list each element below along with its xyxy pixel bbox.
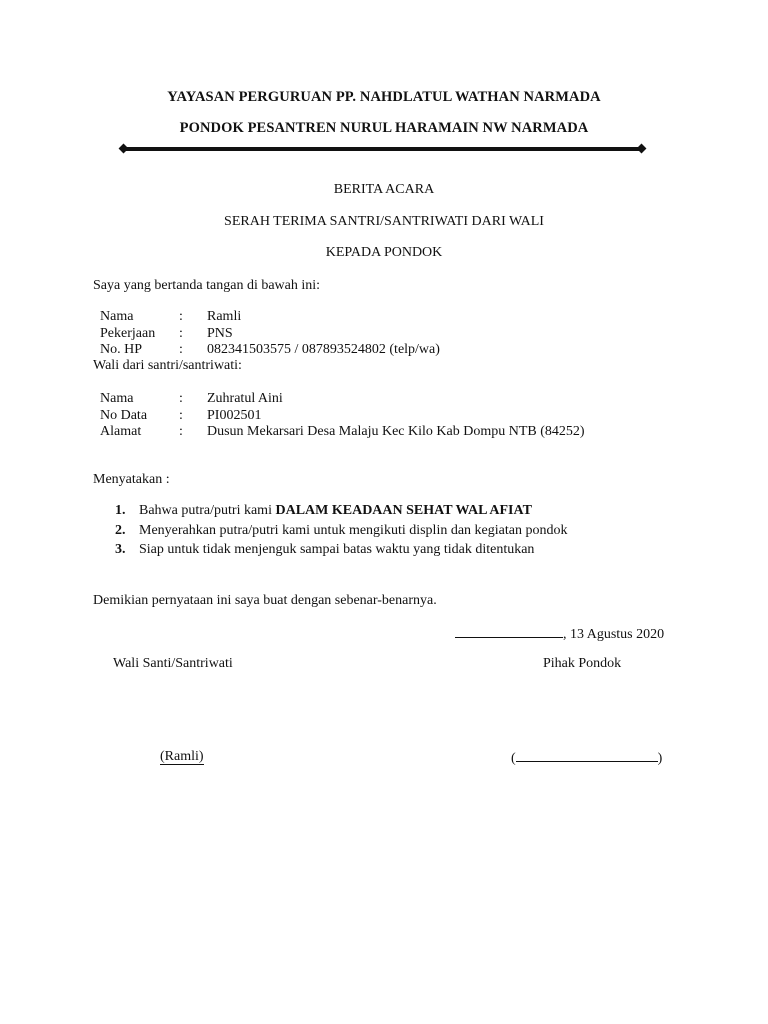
statement-label: Menyatakan : xyxy=(93,472,170,487)
list-item: Menyerahkan putra/putri kami untuk mengikuti displin dan kegiatan pondok xyxy=(139,523,568,538)
colon: : xyxy=(179,424,183,439)
colon: : xyxy=(179,342,183,357)
right-signatory-name xyxy=(511,749,662,767)
guardian-job-value: PNS xyxy=(207,326,233,341)
list-item-text: Bahwa putra/putri kami xyxy=(139,503,276,518)
list-number: 2. xyxy=(115,523,126,538)
header-divider xyxy=(124,147,644,151)
left-signatory-name xyxy=(160,749,204,765)
header-foundation: YAYASAN PERGURUAN PP. NAHDLATUL WATHAN NARMADA xyxy=(167,89,601,105)
colon: : xyxy=(179,408,183,423)
divider-left-diamond xyxy=(119,144,129,154)
paren-close: ) xyxy=(657,751,663,766)
student-id-label: No Data xyxy=(100,408,148,423)
list-item xyxy=(139,503,532,519)
student-address-value: Dusun Mekarsari Desa Malaju Kec Kilo Kab Dompu NTB (84252) xyxy=(207,424,585,439)
guardian-name-label: Nama xyxy=(100,309,134,324)
divider-right-diamond xyxy=(637,144,647,154)
date-line xyxy=(455,625,664,643)
doc-subtitle: SERAH TERIMA SANTRI/SANTRIWATI DARI WALI xyxy=(224,214,544,229)
list-number: 1. xyxy=(115,503,126,518)
left-signatory-name-text: (Ramli) xyxy=(160,749,204,764)
student-intro: Wali dari santri/santriwati: xyxy=(93,358,242,373)
guardian-name-value: Ramli xyxy=(207,309,242,324)
list-item: Siap untuk tidak menjenguk sampai batas waktu yang tidak ditentukan xyxy=(139,542,535,557)
student-name-value: Zuhratul Aini xyxy=(207,391,283,406)
list-item-emphasis: DALAM KEADAAN SEHAT WAL AFIAT xyxy=(275,503,532,518)
place-blank xyxy=(455,625,563,638)
right-signatory-title: Pihak Pondok xyxy=(543,656,622,671)
guardian-job-label: Pekerjaan xyxy=(100,326,156,341)
list-number: 3. xyxy=(115,542,126,557)
signature-blank xyxy=(516,749,658,762)
colon: : xyxy=(179,309,183,324)
doc-subtitle-2: KEPADA PONDOK xyxy=(325,245,443,260)
guardian-phone-label: No. HP xyxy=(100,342,143,357)
doc-title: BERITA ACARA xyxy=(333,182,435,197)
student-id-value: PI002501 xyxy=(207,408,262,423)
left-signatory-title: Wali Santi/Santriwati xyxy=(113,656,233,671)
paren-open: ( xyxy=(511,751,516,766)
date-text: , 13 Agustus 2020 xyxy=(563,627,665,642)
colon: : xyxy=(179,326,183,341)
closing-text: Demikian pernyataan ini saya buat dengan sebenar-benarnya. xyxy=(93,593,437,608)
colon: : xyxy=(179,391,183,406)
student-name-label: Nama xyxy=(100,391,134,406)
guardian-phone-value: 082341503575 / 087893524802 (telp/wa) xyxy=(207,342,440,357)
intro-text: Saya yang bertanda tangan di bawah ini: xyxy=(93,278,321,293)
header-school: PONDOK PESANTREN NURUL HARAMAIN NW NARMADA xyxy=(179,120,589,136)
student-address-label: Alamat xyxy=(100,424,142,439)
